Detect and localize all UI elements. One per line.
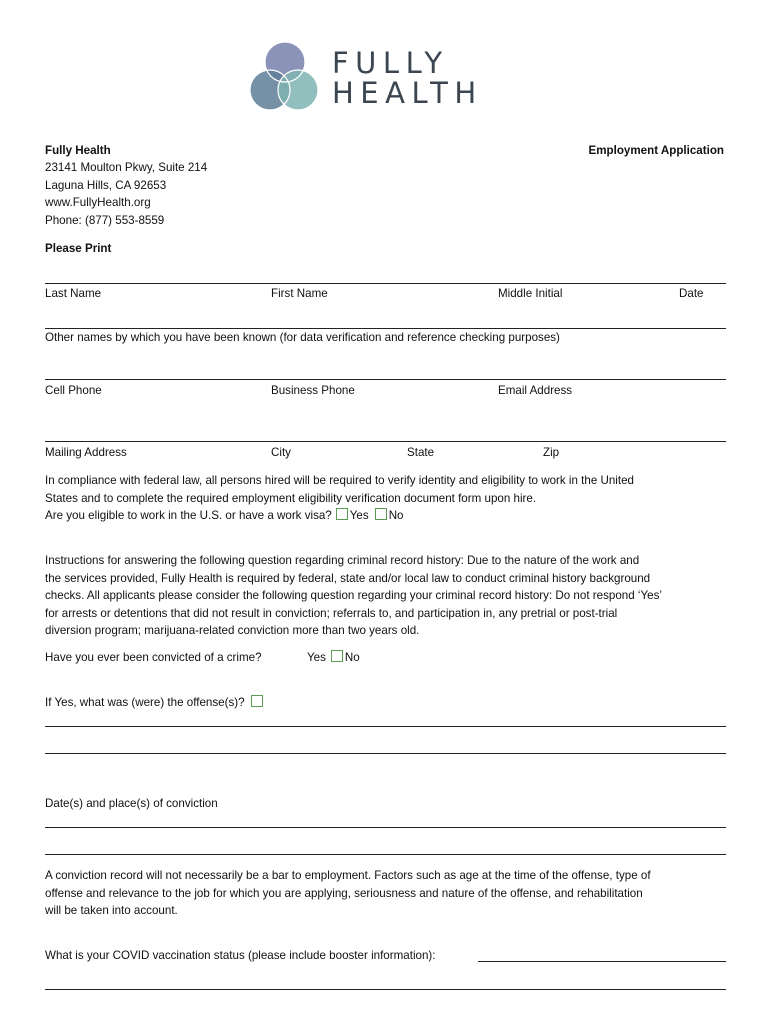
criminal-line-3: checks. All applicants please consider the following question regarding your criminal record history: Do not respond ‘Yes’ (45, 589, 662, 602)
work-eligible-no-label: No (388, 509, 404, 522)
offense-line-2[interactable] (45, 753, 726, 754)
mailing-address-label: Mailing Address (45, 446, 127, 459)
criminal-line-2: the services provided, Fully Health is required by federal, state and/or local law to conduct criminal history background (45, 571, 651, 585)
address-line-1: 23141 Moulton Pkwy, Suite 214 (45, 161, 208, 174)
conviction-checkbox[interactable] (331, 650, 343, 662)
zip-label: Zip (543, 446, 560, 459)
conviction-dates-line-1[interactable] (45, 827, 726, 828)
logo-wordmark-fully: FULLY (332, 46, 449, 80)
other-names-label: Other names by which you have been known (for data verification and reference checking purposes) (45, 331, 560, 344)
phone: Phone: (877) 553-8559 (45, 214, 165, 227)
criminal-instructions (45, 552, 730, 640)
compliance-line-2: States and to complete the required employment eligibility verification document form upon hire. (45, 491, 537, 505)
conviction-dates-label: Date(s) and place(s) of conviction (45, 797, 218, 810)
work-eligibility-question (45, 507, 730, 525)
offense-question (45, 694, 265, 712)
criminal-line-5: diversion program; marijuana-related conviction more than two years old. (45, 624, 420, 637)
criminal-line-1: Instructions for answering the following question regarding criminal record history: Due to the nature of the work and (45, 554, 640, 567)
last-name-label: Last Name (45, 287, 102, 300)
work-eligible-yes-checkbox[interactable] (336, 508, 348, 520)
conviction-question: Have you ever been convicted of a crime? (45, 651, 262, 664)
work-eligible-yes-label: Yes (349, 509, 369, 522)
contact-line[interactable] (45, 379, 726, 380)
first-name-label: First Name (271, 287, 328, 300)
address-line-2: Laguna Hills, CA 92653 (45, 179, 167, 192)
address-line[interactable] (45, 441, 726, 442)
website: www.FullyHealth.org (45, 196, 151, 209)
logo-circles-icon (248, 40, 320, 114)
offense-question-text: If Yes, what was (were) the offense(s)? (45, 696, 245, 709)
conviction-yes-label: Yes (307, 651, 326, 664)
criminal-line-4: for arrests or detentions that did not result in conviction; referrals to, and participation in, any pretrial or post-trial (45, 606, 618, 620)
email-label: Email Address (498, 384, 573, 397)
offense-line-1[interactable] (45, 726, 726, 727)
document-title: Employment Application (588, 144, 724, 157)
company-logo (248, 40, 493, 115)
compliance-line-1: In compliance with federal law, all persons hired will be required to verify identity and eligibility to work in the United (45, 474, 634, 487)
date-label: Date (679, 287, 704, 300)
logo-wordmark-health: HEALTH (332, 76, 483, 110)
conviction-no-label: No (344, 651, 360, 664)
business-phone-label: Business Phone (271, 384, 355, 397)
offense-checkbox[interactable] (251, 695, 263, 707)
name-line[interactable] (45, 283, 726, 284)
covid-answer-line-1[interactable] (478, 961, 726, 962)
covid-question: What is your COVID vaccination status (please include booster information): (45, 949, 436, 962)
compliance-paragraph (45, 472, 730, 525)
city-label: City (271, 446, 291, 459)
disclaimer-line-3: will be taken into account. (45, 904, 178, 917)
conviction-options (307, 649, 360, 667)
please-print-label: Please Print (45, 242, 112, 255)
cell-phone-label: Cell Phone (45, 384, 102, 397)
middle-initial-label: Middle Initial (498, 287, 563, 300)
disclaimer-line-2: offense and relevance to the job for which you are applying, seriousness and nature of the offense, and rehabilitation (45, 886, 643, 900)
disclaimer-line-1: A conviction record will not necessarily be a bar to employment. Factors such as age at the time of the offense, type of (45, 869, 651, 882)
conviction-dates-line-2[interactable] (45, 854, 726, 855)
company-name: Fully Health (45, 144, 111, 157)
state-label: State (407, 446, 435, 459)
covid-answer-line-2[interactable] (45, 989, 726, 990)
work-eligibility-text: Are you eligible to work in the U.S. or have a work visa? (45, 509, 332, 522)
conviction-disclaimer (45, 867, 730, 920)
work-eligible-no-checkbox[interactable] (375, 508, 387, 520)
